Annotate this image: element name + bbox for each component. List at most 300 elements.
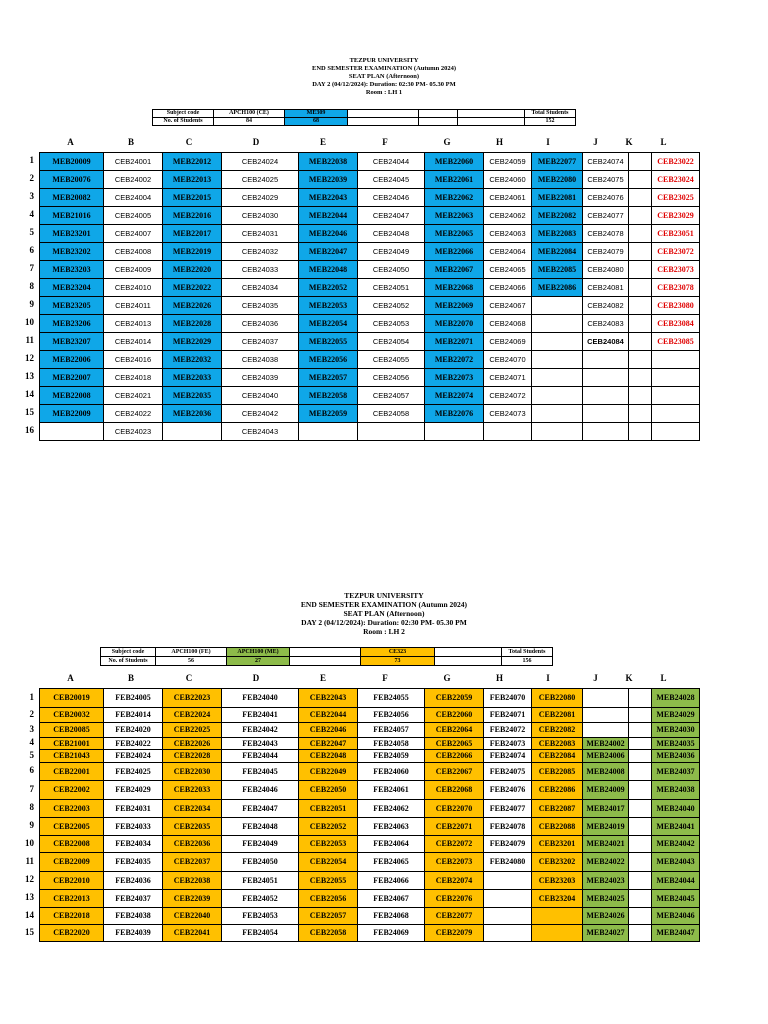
seat-cell: CEB24062 [484, 207, 532, 225]
seat-cell: CEB22084 [532, 750, 583, 763]
seat-cell: CEB24074 [583, 153, 629, 171]
seat-cell: FEB24054 [222, 925, 299, 942]
seat-cell [629, 763, 652, 781]
column-letter: G [443, 673, 451, 683]
table-row [40, 405, 700, 423]
seat-cell: FEB24005 [104, 689, 163, 708]
seat-cell: MEB22038 [299, 153, 358, 171]
seat-cell: MEB22058 [299, 387, 358, 405]
seat-cell [484, 872, 532, 890]
table-row [40, 925, 700, 942]
summary-cell [419, 118, 458, 126]
seat-cell: FEB24031 [104, 800, 163, 818]
table-row [40, 708, 700, 723]
column-letter: A [67, 673, 74, 683]
seat-cell [532, 423, 583, 441]
seat-cell: CEB22052 [299, 818, 358, 836]
seat-cell: MEB24044 [652, 872, 700, 890]
summary-row [153, 110, 576, 118]
seat-cell: CEB22018 [40, 908, 104, 925]
seat-cell: CEB24042 [222, 405, 299, 423]
row-number: 1 [29, 155, 34, 165]
seat-cell: CEB23201 [532, 836, 583, 853]
summary-cell: APCH100 (FE) [156, 648, 227, 657]
summary-cell [435, 657, 502, 666]
table-row [40, 315, 700, 333]
seat-cell: CEB22065 [425, 738, 484, 750]
seat-cell: MEB22039 [299, 171, 358, 189]
seat-cell [629, 261, 652, 279]
seat-cell: MEB22052 [299, 279, 358, 297]
seat-cell: CEB24034 [222, 279, 299, 297]
seat-cell: CEB22047 [299, 738, 358, 750]
seat-cell: CEB22041 [163, 925, 222, 942]
seat-cell: CEB24054 [358, 333, 425, 351]
seat-cell: FEB24068 [358, 908, 425, 925]
table-row [40, 890, 700, 908]
seat-cell: CEB22009 [40, 853, 104, 872]
row-number: 12 [25, 353, 34, 363]
seat-cell: FEB24047 [222, 800, 299, 818]
seat-cell [484, 423, 532, 441]
seat-cell: CEB24044 [358, 153, 425, 171]
seat-cell [652, 423, 700, 441]
seat-cell [583, 387, 629, 405]
seat-cell: MEB24021 [583, 836, 629, 853]
seat-cell [484, 925, 532, 942]
seat-cell: FEB24067 [358, 890, 425, 908]
seat-cell: CEB23204 [532, 890, 583, 908]
seat-cell: CEB24048 [358, 225, 425, 243]
seat-cell: CEB23080 [652, 297, 700, 315]
seat-cell: MEB24030 [652, 723, 700, 738]
seat-cell: MEB24017 [583, 800, 629, 818]
university-title: TEZPUR UNIVERSITY [344, 591, 424, 600]
seat-cell: CEB24039 [222, 369, 299, 387]
seat-cell: CEB22023 [163, 689, 222, 708]
seat-cell: CEB24080 [583, 261, 629, 279]
seat-cell: CEB22008 [40, 836, 104, 853]
seat-cell: MEB22022 [163, 279, 222, 297]
row-number: 13 [25, 371, 34, 381]
table-row [40, 351, 700, 369]
seat-cell [532, 925, 583, 942]
column-letter: J [593, 137, 598, 147]
seat-cell [532, 315, 583, 333]
seat-cell: CEB22024 [163, 708, 222, 723]
summary-cell: No. of Students [153, 118, 214, 126]
seat-cell: MEB22056 [299, 351, 358, 369]
seat-cell: MEB22012 [163, 153, 222, 171]
summary-cell: Total Students [502, 648, 553, 657]
seat-cell: FEB24040 [222, 689, 299, 708]
seat-cell: CEB24024 [222, 153, 299, 171]
seat-cell: MEB22008 [40, 387, 104, 405]
summary-cell [290, 657, 361, 666]
seat-cell: MEB22017 [163, 225, 222, 243]
seat-cell: FEB24014 [104, 708, 163, 723]
exam-title: END SEMESTER EXAMINATION (Autumn 2024) [312, 65, 456, 72]
plan-header [0, 57, 768, 97]
seat-cell: MEB22016 [163, 207, 222, 225]
seat-cell: CEB24082 [583, 297, 629, 315]
seat-cell: FEB24075 [484, 763, 532, 781]
seat-cell: FEB24037 [104, 890, 163, 908]
seat-cell: CEB22050 [299, 781, 358, 800]
seat-cell: CEB24040 [222, 387, 299, 405]
seat-cell [629, 708, 652, 723]
seat-cell: MEB24008 [583, 763, 629, 781]
seat-cell: MEB24002 [583, 738, 629, 750]
seat-cell [629, 423, 652, 441]
seat-cell: FEB24080 [484, 853, 532, 872]
seat-cell: CEB22037 [163, 853, 222, 872]
table-row [40, 243, 700, 261]
seat-cell: CEB22083 [532, 738, 583, 750]
room-label: Room : LH 1 [365, 89, 403, 96]
seat-cell: MEB24047 [652, 925, 700, 942]
seat-cell: CEB22080 [532, 689, 583, 708]
seat-cell: CEB24071 [484, 369, 532, 387]
seat-cell: MEB22077 [532, 153, 583, 171]
row-number: 2 [29, 173, 34, 183]
room-label: Room : LH 2 [363, 627, 405, 636]
seat-cell: FEB24045 [222, 763, 299, 781]
seat-cell [532, 387, 583, 405]
seat-cell [583, 369, 629, 387]
day-duration: DAY 2 (04/12/2024): Duration: 02:30 PM- 05.30 PM [301, 618, 467, 627]
seat-cell: CEB24069 [484, 333, 532, 351]
table-row [40, 423, 700, 441]
seat-cell [583, 689, 629, 708]
seat-cell: CEB22074 [425, 872, 484, 890]
seat-cell: MEB24006 [583, 750, 629, 763]
seat-cell: CEB22048 [299, 750, 358, 763]
seat-cell: CEB24065 [484, 261, 532, 279]
seat-cell: MEB22036 [163, 405, 222, 423]
seat-cell: CEB22067 [425, 763, 484, 781]
seat-cell: CEB24051 [358, 279, 425, 297]
seat-cell: CEB24007 [104, 225, 163, 243]
column-letter: I [546, 673, 550, 683]
seat-cell: MEB24025 [583, 890, 629, 908]
seat-cell: FEB24035 [104, 853, 163, 872]
seat-cell [40, 423, 104, 441]
seat-cell [629, 890, 652, 908]
table-row [40, 153, 700, 171]
seat-cell [629, 351, 652, 369]
seat-cell [299, 423, 358, 441]
seat-cell: CEB24058 [358, 405, 425, 423]
seat-cell: MEB22082 [532, 207, 583, 225]
seat-cell: CEB24061 [484, 189, 532, 207]
seat-cell [652, 387, 700, 405]
seat-cell [629, 207, 652, 225]
seat-cell [629, 333, 652, 351]
seat-cell: CEB23085 [652, 333, 700, 351]
seat-cell: CEB24005 [104, 207, 163, 225]
seat-cell: MEB23206 [40, 315, 104, 333]
seat-cell: MEB24036 [652, 750, 700, 763]
seat-cell: MEB22015 [163, 189, 222, 207]
seat-cell: CEB24023 [104, 423, 163, 441]
table-row [40, 836, 700, 853]
seat-cell: FEB24039 [104, 925, 163, 942]
seat-cell [629, 387, 652, 405]
seat-cell: FEB24043 [222, 738, 299, 750]
seat-cell: CEB22054 [299, 853, 358, 872]
seat-cell: CEB24036 [222, 315, 299, 333]
seat-cell: FEB24072 [484, 723, 532, 738]
summary-cell [348, 110, 419, 118]
seat-cell: CEB22077 [425, 908, 484, 925]
seat-cell: CEB22070 [425, 800, 484, 818]
seat-cell: CEB24075 [583, 171, 629, 189]
seat-cell: FEB24076 [484, 781, 532, 800]
seat-cell: FEB24036 [104, 872, 163, 890]
seat-cell: FEB24066 [358, 872, 425, 890]
row-number: 10 [25, 837, 34, 848]
seat-cell: CEB24050 [358, 261, 425, 279]
seat-cell: FEB24069 [358, 925, 425, 942]
seat-cell [629, 908, 652, 925]
seat-cell: CEB23072 [652, 243, 700, 261]
seat-cell: CEB24014 [104, 333, 163, 351]
seat-cell: FEB24077 [484, 800, 532, 818]
seat-cell [583, 351, 629, 369]
seat-cell: CEB24055 [358, 351, 425, 369]
seat-cell: CEB24056 [358, 369, 425, 387]
table-row [40, 750, 700, 763]
row-number: 13 [25, 892, 34, 902]
summary-row [153, 118, 576, 126]
seat-cell: MEB22065 [425, 225, 484, 243]
seat-cell: MEB24027 [583, 925, 629, 942]
seat-cell: CEB22039 [163, 890, 222, 908]
summary-cell: 73 [361, 657, 435, 666]
seat-cell: FEB24071 [484, 708, 532, 723]
seat-cell: CEB24079 [583, 243, 629, 261]
summary-cell: Total Students [525, 110, 576, 118]
seat-cell [484, 890, 532, 908]
seat-cell: CEB22053 [299, 836, 358, 853]
seat-cell: FEB24079 [484, 836, 532, 853]
seat-cell: CEB24078 [583, 225, 629, 243]
seat-cell: CEB24025 [222, 171, 299, 189]
seat-cell [652, 351, 700, 369]
seat-cell: CEB22055 [299, 872, 358, 890]
seat-cell: CEB24077 [583, 207, 629, 225]
seat-cell: CEB22079 [425, 925, 484, 942]
seat-cell [629, 225, 652, 243]
seat-cell: MEB22047 [299, 243, 358, 261]
seat-cell: CEB22081 [532, 708, 583, 723]
column-letter: K [625, 137, 633, 147]
table-row [40, 853, 700, 872]
seat-cell: CEB22068 [425, 781, 484, 800]
seat-cell: CEB24043 [222, 423, 299, 441]
row-number: 9 [29, 820, 34, 830]
summary-table [100, 647, 553, 666]
seat-cell: MEB22044 [299, 207, 358, 225]
seat-cell: MEB20082 [40, 189, 104, 207]
summary-cell [435, 648, 502, 657]
table-row [40, 908, 700, 925]
seat-cell [532, 908, 583, 925]
table-row [40, 723, 700, 738]
seat-cell: MEB23207 [40, 333, 104, 351]
table-row [40, 171, 700, 189]
seat-cell: MEB22029 [163, 333, 222, 351]
seat-cell [629, 189, 652, 207]
column-letter: E [319, 137, 326, 147]
column-letter: A [67, 137, 74, 147]
seat-cell: CEB24001 [104, 153, 163, 171]
seat-cell [629, 689, 652, 708]
seat-cell: CEB22064 [425, 723, 484, 738]
seat-cell: CEB24035 [222, 297, 299, 315]
seat-cell [484, 908, 532, 925]
seat-cell: CEB22082 [532, 723, 583, 738]
seat-cell: CEB24021 [104, 387, 163, 405]
seat-cell: MEB22007 [40, 369, 104, 387]
exam-title: END SEMESTER EXAMINATION (Autumn 2024) [300, 600, 468, 609]
seat-cell: CEB22005 [40, 818, 104, 836]
seat-cell: CEB21001 [40, 738, 104, 750]
seat-cell: MEB23204 [40, 279, 104, 297]
row-number: 14 [25, 909, 34, 920]
summary-cell [348, 118, 419, 126]
summary-cell: 156 [502, 657, 553, 666]
summary-cell: No. of Students [101, 657, 156, 666]
seat-cell: MEB22069 [425, 297, 484, 315]
column-letter: B [127, 673, 134, 683]
seat-cell: MEB24023 [583, 872, 629, 890]
seat-cell: MEB24037 [652, 763, 700, 781]
seat-cell: CEB22046 [299, 723, 358, 738]
seat-cell: MEB22084 [532, 243, 583, 261]
seat-grid [39, 688, 700, 942]
seat-cell: MEB22085 [532, 261, 583, 279]
seat-cell: CEB22035 [163, 818, 222, 836]
seat-cell [532, 333, 583, 351]
seat-cell: CEB22072 [425, 836, 484, 853]
seat-cell: MEB22055 [299, 333, 358, 351]
summary-cell: 68 [285, 118, 348, 126]
seat-cell [583, 423, 629, 441]
seat-cell [629, 800, 652, 818]
seat-cell: FEB24078 [484, 818, 532, 836]
summary-row [101, 657, 553, 666]
seat-cell: CEB24070 [484, 351, 532, 369]
seat-cell [652, 369, 700, 387]
seat-cell: CEB23084 [652, 315, 700, 333]
table-row [40, 387, 700, 405]
seat-cell: MEB22026 [163, 297, 222, 315]
seat-cell: CEB20019 [40, 689, 104, 708]
row-number: 7 [29, 263, 34, 273]
seat-cell: MEB22070 [425, 315, 484, 333]
seat-cell: CEB24060 [484, 171, 532, 189]
seat-cell: CEB22001 [40, 763, 104, 781]
column-letter: B [127, 137, 134, 147]
seat-cell: FEB24053 [222, 908, 299, 925]
plan-header [0, 591, 768, 636]
row-number: 5 [29, 749, 34, 760]
column-letter: J [593, 673, 598, 683]
seat-cell: FEB24057 [358, 723, 425, 738]
seat-cell: CEB24046 [358, 189, 425, 207]
seat-cell: CEB24016 [104, 351, 163, 369]
seat-cell: FEB24060 [358, 763, 425, 781]
table-row [40, 225, 700, 243]
seat-cell: CEB22003 [40, 800, 104, 818]
row-number: 3 [29, 723, 34, 734]
seat-grid [39, 152, 700, 441]
seat-cell: MEB24026 [583, 908, 629, 925]
seat-cell: CEB22056 [299, 890, 358, 908]
seat-cell: MEB22013 [163, 171, 222, 189]
summary-cell [458, 118, 525, 126]
seat-cell: MEB21016 [40, 207, 104, 225]
seat-cell: CEB24018 [104, 369, 163, 387]
seat-cell: CEB22060 [425, 708, 484, 723]
seat-cell: CEB24057 [358, 387, 425, 405]
seat-cell: MEB24046 [652, 908, 700, 925]
seat-cell [358, 423, 425, 441]
seat-cell: CEB22051 [299, 800, 358, 818]
seat-cell: FEB24058 [358, 738, 425, 750]
seat-cell: CEB24032 [222, 243, 299, 261]
seat-cell: FEB24048 [222, 818, 299, 836]
seat-cell: CEB23051 [652, 225, 700, 243]
row-number: 2 [29, 708, 34, 719]
seat-cell: CEB22033 [163, 781, 222, 800]
summary-table [152, 109, 576, 126]
table-row [40, 297, 700, 315]
table-row [40, 279, 700, 297]
seat-cell [629, 738, 652, 750]
seat-cell: FEB24034 [104, 836, 163, 853]
seat-cell: CEB23203 [532, 872, 583, 890]
seat-cell: CEB24068 [484, 315, 532, 333]
seat-cell: CEB24067 [484, 297, 532, 315]
seat-cell: FEB24033 [104, 818, 163, 836]
seat-cell: MEB24041 [652, 818, 700, 836]
seat-cell: CEB22058 [299, 925, 358, 942]
seat-cell: MEB22073 [425, 369, 484, 387]
summary-cell: ME309 [285, 110, 348, 118]
seat-cell: MEB22071 [425, 333, 484, 351]
row-number: 8 [29, 802, 34, 812]
seat-cell: CEB23025 [652, 189, 700, 207]
row-number: 1 [29, 691, 34, 702]
seat-cell: CEB24011 [104, 297, 163, 315]
seat-cell: CEB23078 [652, 279, 700, 297]
seat-cell: FEB24049 [222, 836, 299, 853]
seat-cell: MEB24038 [652, 781, 700, 800]
seat-cell: MEB22006 [40, 351, 104, 369]
seat-cell [629, 925, 652, 942]
seat-cell: CEB22043 [299, 689, 358, 708]
row-number: 15 [25, 926, 34, 937]
seat-cell: CEB24008 [104, 243, 163, 261]
seat-cell: MEB22035 [163, 387, 222, 405]
seat-cell: FEB24059 [358, 750, 425, 763]
seat-cell: FEB24024 [104, 750, 163, 763]
seat-cell: MEB22066 [425, 243, 484, 261]
seat-cell: CEB24076 [583, 189, 629, 207]
